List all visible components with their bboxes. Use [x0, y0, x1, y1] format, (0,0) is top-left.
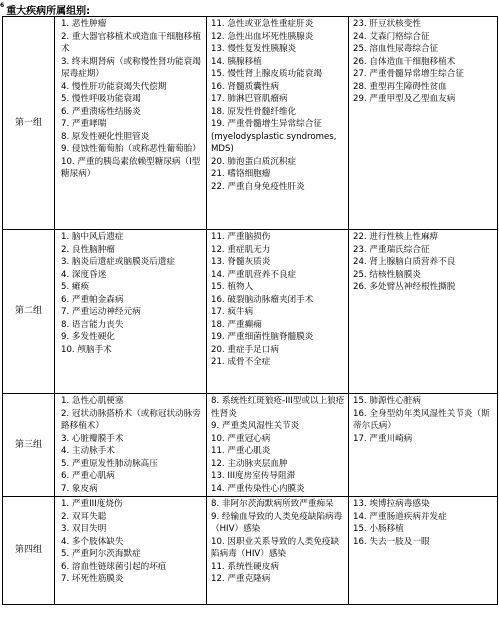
disease-item: 7. 严重运动神经元病	[61, 307, 141, 317]
disease-item: 5. 严重阿尔茨海默症	[61, 549, 141, 559]
disease-item: 18. 原发性骨髓纤维化	[211, 106, 297, 117]
disease-item: 3. 心脏瓣膜手术	[61, 433, 124, 444]
disease-item: 7. 坏死性筋膜炎	[61, 574, 124, 584]
disease-item: 11. 严重心肌炎	[211, 446, 271, 456]
disease-item: 29. 严重甲型及乙型血友病	[353, 94, 456, 104]
disease-item: 26. 多处臂丛神经根性撕脱	[353, 282, 456, 292]
group-name: 第三组	[3, 394, 55, 497]
disease-column-2	[207, 230, 349, 394]
disease-column-3	[349, 230, 498, 394]
disease-item: 19. 严重细菌性脑脊髓膜炎	[211, 332, 314, 342]
disease-item: 3. 脑炎后遗症或脑膜炎后遗症	[61, 257, 176, 267]
disease-item: 8. 非阿尔茨海默病所致严重痴呆	[211, 499, 334, 509]
disease-item: 5. 严重原发性肺动脉高压	[61, 458, 158, 469]
disease-column-3	[349, 497, 498, 605]
disease-item: 23. 肝豆状核变性	[353, 19, 421, 29]
disease-item: 2. 良性脑肿瘤	[61, 244, 115, 255]
disease-item: 13. 脊髓灰质炎	[211, 257, 271, 267]
disease-item: 19. 严重骨髓增生异常综合征(myelodysplastic syndromes, MDS)	[211, 119, 337, 154]
disease-item: 20. 重症手足口病	[211, 344, 279, 355]
disease-item: 21. 成骨不全症	[211, 357, 271, 367]
disease-item: 16. 破裂脑动脉瘤夹闭手术	[211, 294, 314, 305]
disease-item: 16. 失去一肢及一眼	[353, 536, 430, 547]
disease-column-1	[55, 394, 207, 497]
disease-item: 15. 肺源性心脏病	[353, 396, 421, 406]
disease-item: 5. 瘫痪	[61, 282, 90, 292]
disease-item: 4. 慢性肝功能衰竭失代偿期	[61, 81, 167, 92]
group-row	[3, 230, 498, 394]
disease-item: 5. 慢性呼吸功能衰竭	[61, 94, 141, 104]
disease-item: 10. 因职业关系导致的人类免疫缺陷病毒（HIV）感染	[211, 536, 340, 559]
disease-item: 7. 严重哮喘	[61, 119, 107, 129]
disease-item: 21. 嗜铬细胞瘤	[211, 169, 271, 179]
disease-column-1	[55, 17, 207, 230]
disease-item: 12. 主动脉夹层血肿	[211, 458, 288, 469]
disease-item: 14. 胰腺移植	[211, 56, 262, 67]
disease-item: 18. 严重癫痫	[211, 319, 262, 330]
disease-item: 4. 主动脉手术	[61, 446, 115, 456]
group-row	[3, 17, 498, 230]
disease-item: 15. 植物人	[211, 282, 254, 292]
disease-column-3	[349, 394, 498, 497]
disease-item: 22. 严重自身免疫性肝炎	[211, 181, 305, 192]
disease-item: 12. 重症肌无力	[211, 244, 271, 255]
disease-item: 9. 侵蚀性葡萄胎（或称恶性葡萄胎）	[61, 144, 201, 154]
group-name: 第一组	[3, 17, 55, 230]
disease-item: 8. 语言能力丧失	[61, 319, 124, 330]
disease-item: 10. 颅脑手术	[61, 344, 112, 355]
disease-item: 22. 进行性核上性麻痹	[353, 232, 439, 242]
disease-item: 12. 急性出血坏死性胰腺炎	[211, 31, 314, 42]
disease-item: 1. 脑中风后遗症	[61, 232, 124, 242]
disease-column-2	[207, 497, 349, 605]
disease-item: 1. 急性心肌梗塞	[61, 396, 124, 406]
disease-item: 11. 系统性硬皮病	[211, 561, 279, 572]
disease-item: 6. 严重帕金森病	[61, 294, 124, 305]
heading-title: 重大疾病所属组别:	[6, 6, 91, 17]
disease-item: 10. 严重冠心病	[211, 433, 271, 444]
disease-item: 15. 小肠移植	[353, 524, 404, 534]
group-row	[3, 497, 498, 605]
disease-item: 3. 终末期肾病（或称慢性肾功能衰竭尿毒症期）	[61, 56, 201, 79]
disease-item: 1. 严重III度烧伤	[61, 499, 123, 509]
disease-item: 9. 经输血导致的人类免疫缺陷病毒（HIV）感染	[211, 511, 343, 534]
disease-item: 11. 急性或亚急性重症肝炎	[211, 19, 314, 29]
disease-item: 20. 肺泡蛋白质沉积症	[211, 156, 297, 167]
disease-item: 9. 多发性硬化	[61, 332, 115, 342]
disease-item: 2. 冠状动脉搭桥术（或称冠状动脉旁路移植术）	[61, 408, 201, 431]
disease-item: 6. 溶血性链球菌引起的坏疽	[61, 561, 167, 572]
disease-item: 25. 溶血性尿毒综合征	[353, 44, 439, 54]
disease-item: 4. 深度昏迷	[61, 269, 107, 280]
disease-item: 13. III度房室传导阻滞	[211, 471, 296, 481]
disease-item: 2. 重大器官移植术或造血干细胞移植术	[61, 31, 201, 54]
group-name: 第四组	[3, 497, 55, 605]
disease-item: 11. 严重脑损伤	[211, 232, 271, 242]
disease-item: 7. 象皮病	[61, 483, 98, 494]
disease-item: 14. 严重肌营养不良症	[211, 269, 297, 280]
disease-item: 25. 结核性脑膜炎	[353, 269, 421, 280]
disease-item: 12. 严重克隆病	[211, 574, 271, 584]
disease-column-2	[207, 394, 349, 497]
disease-item: 28. 重型再生障碍性贫血	[353, 81, 447, 92]
disease-item: 2. 双耳失聪	[61, 511, 107, 522]
disease-item: 6. 严重心肌病	[61, 471, 115, 481]
disease-item: 16. 肾髓质囊性病	[211, 81, 279, 92]
disease-item: 17. 肺淋巴管肌瘤病	[211, 94, 288, 104]
disease-item: 13. 埃博拉病毒感染	[353, 499, 430, 509]
disease-item: 15. 慢性肾上腺皮质功能衰竭	[211, 69, 322, 79]
disease-item: 17. 严重川崎病	[353, 433, 413, 444]
disease-column-1	[55, 230, 207, 394]
disease-item: 17. 疯牛病	[211, 307, 254, 317]
disease-item: 24. 肾上腺脑白质营养不良	[353, 257, 456, 267]
disease-item: 23. 严重瑞氏综合征	[353, 244, 430, 255]
disease-item: 14. 严重传染性心内膜炎	[211, 483, 305, 494]
disease-item: 4. 多个肢体缺失	[61, 536, 124, 547]
disease-item: 13. 慢性复发性胰腺炎	[211, 44, 297, 54]
disease-item: 3. 双目失明	[61, 524, 107, 534]
disease-column-1	[55, 497, 207, 605]
disease-item: 8. 系统性红斑狼疮-III型或以上狼疮性肾炎	[211, 396, 345, 419]
disease-column-3	[349, 17, 498, 230]
disease-item: 16. 全身型幼年类风湿性关节炎（斯蒂尔氏病）	[353, 408, 490, 431]
disease-item: 14. 严重肠道疾病并发症	[353, 511, 447, 522]
disease-item: 8. 原发性硬化性胆管炎	[61, 131, 150, 142]
group-name: 第二组	[3, 230, 55, 394]
disease-item: 10. 严重的胰岛素依赖型糖尿病（I型糖尿病）	[61, 156, 201, 179]
disease-item: 27. 严重骨髓异常增生综合征	[353, 69, 464, 79]
disease-item: 6. 严重溃疡性结肠炎	[61, 106, 141, 117]
heading-number: 6	[0, 2, 5, 9]
disease-item: 26. 自体造血干细胞移植术	[353, 56, 456, 67]
disease-group-table	[2, 16, 498, 605]
group-row	[3, 394, 498, 497]
section-heading	[0, 2, 90, 17]
disease-item: 9. 严重类风湿性关节炎	[211, 421, 300, 431]
disease-item: 24. 艾森门格综合征	[353, 31, 430, 42]
disease-column-2	[207, 17, 349, 230]
disease-item: 1. 恶性肿瘤	[61, 19, 107, 29]
